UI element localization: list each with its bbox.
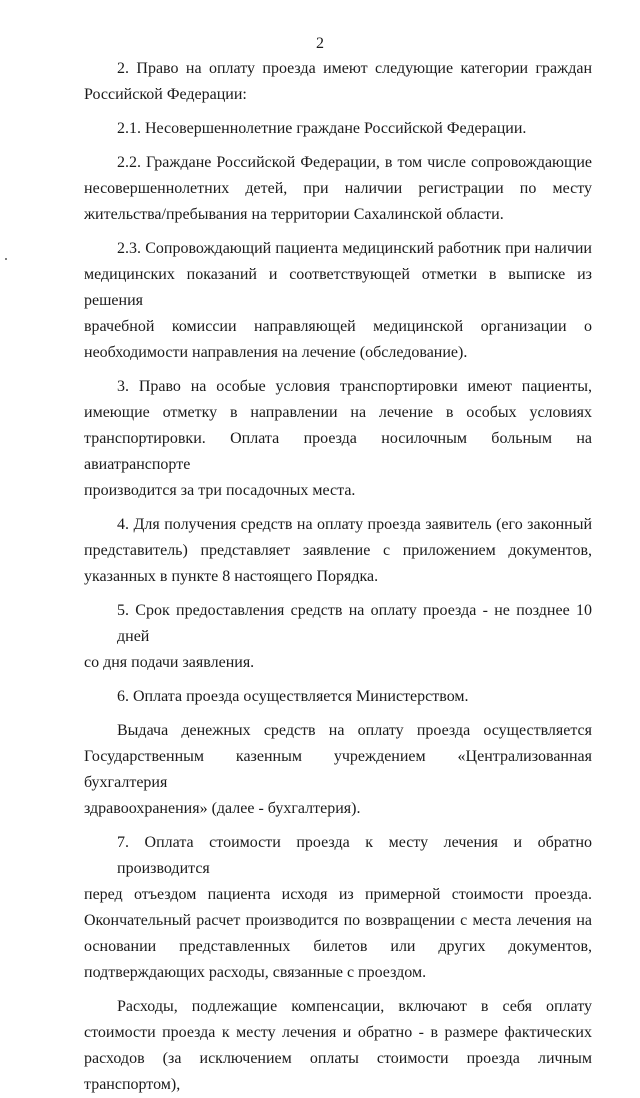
text-line: Выдача денежных средств на оплату проезда осуществляется: [117, 722, 592, 739]
paragraph-3: [84, 374, 592, 504]
text-line: здравоохранения» (далее - бухгалтерия).: [84, 800, 361, 817]
text-line: 2.1. Несовершеннолетние граждане Российской Федерации.: [117, 120, 527, 137]
text-line: 4. Для получения средств на оплату проезда заявитель (его законный: [117, 516, 592, 533]
text-line: 5. Срок предоставления средств на оплату проезда - не позднее 10 дней: [117, 602, 592, 645]
text-line: расходов (за исключением оплаты стоимости проезда личным транспортом),: [84, 1050, 592, 1093]
text-line: указанных в пункте 8 настоящего Порядка.: [84, 568, 379, 585]
paragraph-5: [84, 598, 592, 676]
text-line: имеющие отметку в направлении на лечение в особых условиях: [84, 404, 592, 421]
text-line: стоимости проезда к месту лечения и обратно - в размере фактических: [84, 1024, 592, 1041]
paragraph-4: [84, 512, 592, 590]
paragraph-2-2: [84, 150, 592, 228]
text-line: врачебной комиссии направляющей медицинской организации о: [84, 318, 592, 335]
text-line: несовершеннолетних детей, при наличии регистрации по месту: [84, 180, 592, 197]
text-line: транспортировки. Оплата проезда носилочным больным на авиатранспорте: [84, 430, 592, 473]
paragraph-6-issuance: [84, 718, 592, 822]
text-line: основании представленных билетов или других документов,: [84, 938, 592, 955]
text-line: Окончательный расчет производится по возвращении с места лечения на: [84, 912, 592, 929]
text-line: 2. Право на оплату проезда имеют следующие категории граждан: [117, 60, 592, 77]
text-line: жительства/пребывания на территории Сахалинской области.: [84, 206, 504, 223]
text-line: перед отъездом пациента исходя из примерной стоимости проезда.: [84, 886, 592, 903]
text-line: со дня подачи заявления.: [84, 654, 255, 671]
text-line: 2.3. Сопровождающий пациента медицинский работник при наличии: [117, 240, 592, 257]
paragraph-2-3: [84, 236, 592, 366]
text-line: 7. Оплата стоимости проезда к месту лечения и обратно производится: [117, 834, 592, 877]
text-line: 2.2. Граждане Российской Федерации, в том числе сопровождающие: [117, 154, 592, 171]
text-line: Российской Федерации:: [84, 86, 247, 103]
paragraph-2-1: [84, 116, 592, 142]
document-body: [84, 56, 592, 1098]
text-line: необходимости направления на лечение (обследование).: [84, 344, 468, 361]
text-line: подтверждающих расходы, связанные с проездом.: [84, 964, 427, 981]
text-line: Государственным казенным учреждением «Централизованная бухгалтерия: [84, 748, 592, 791]
text-line: производится за три посадочных места.: [84, 482, 356, 499]
text-line: 3. Право на особые условия транспортировки имеют пациенты,: [117, 378, 592, 395]
margin-mark: [5, 258, 7, 260]
text-line: представитель) представляет заявление с приложением документов,: [84, 542, 592, 559]
text-line: медицинских показаний и соответствующей отметки в выписке из решения: [84, 266, 592, 309]
paragraph-7: [84, 830, 592, 986]
text-line: Расходы, подлежащие компенсации, включают в себя оплату: [117, 998, 592, 1015]
text-line: 6. Оплата проезда осуществляется Министерством.: [117, 688, 469, 705]
paragraph-2: [84, 56, 592, 108]
paragraph-7-expenses: [84, 994, 592, 1098]
page-number: 2: [316, 35, 324, 52]
paragraph-6: [84, 684, 592, 710]
